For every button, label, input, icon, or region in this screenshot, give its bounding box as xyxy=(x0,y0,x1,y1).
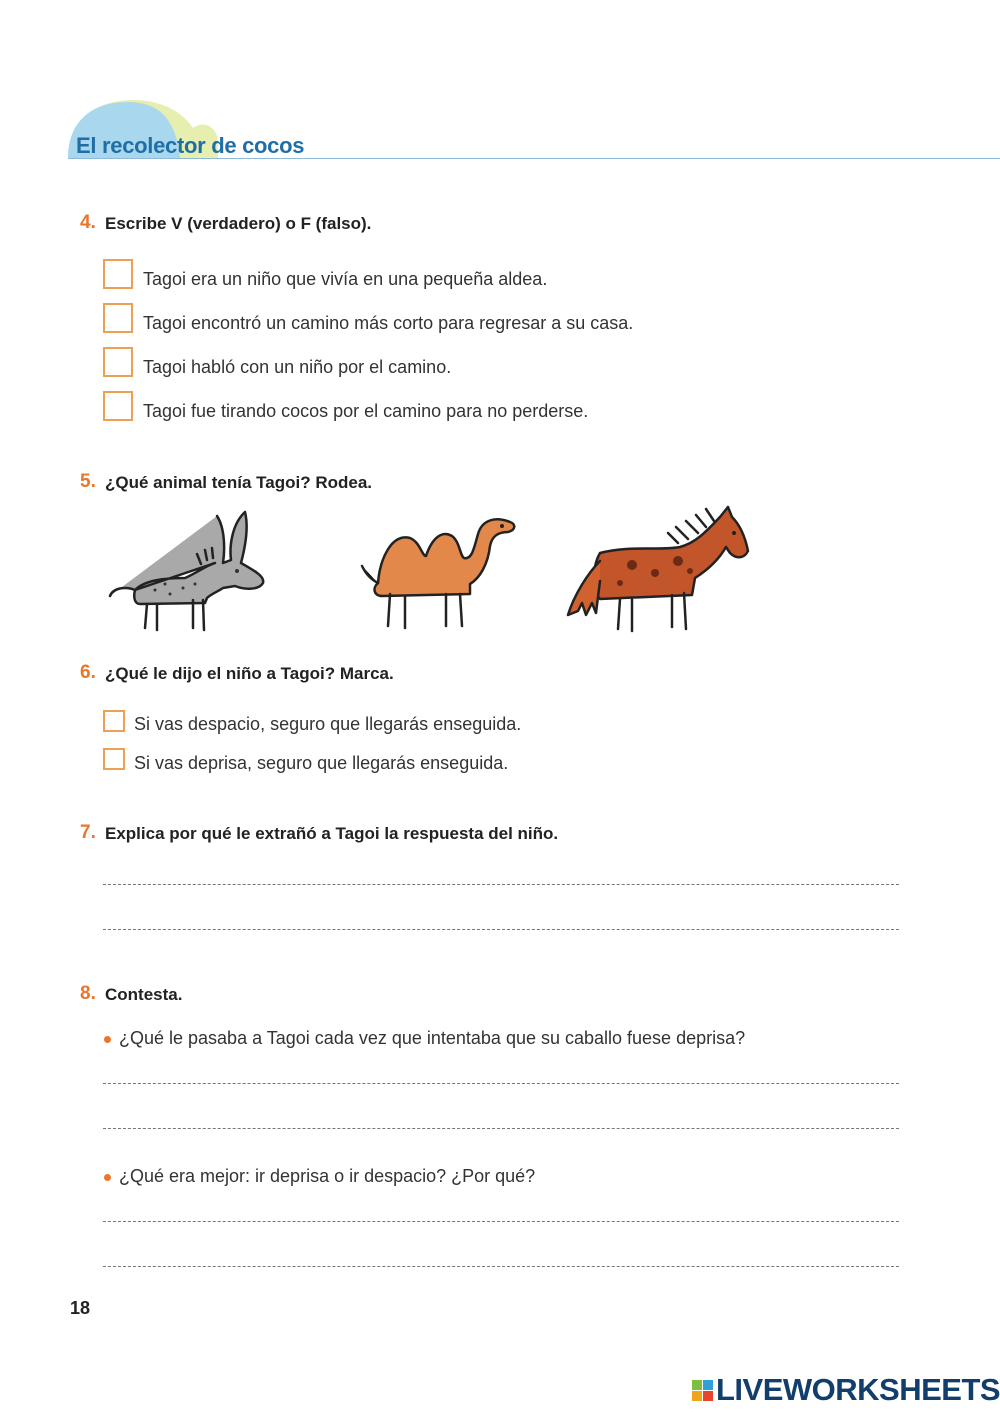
page-number: 18 xyxy=(70,1298,91,1318)
q6-check-box-2[interactable] xyxy=(103,748,125,770)
liveworksheets-logo xyxy=(692,1372,1000,1408)
q4-item-1: Tagoi era un niño que vivía en una pequeña aldea. xyxy=(143,269,548,289)
q6-number: 6. xyxy=(80,662,96,683)
logo-icon xyxy=(692,1380,713,1401)
q4-answer-box-2[interactable] xyxy=(103,303,133,333)
q8-item-2: ¿Qué era mejor: ir deprisa o ir despacio? ¿Por qué? xyxy=(119,1166,536,1186)
q4-prompt: Escribe V (verdadero) o F (falso). xyxy=(105,214,372,233)
camel-image[interactable] xyxy=(360,508,520,633)
q8-answer-line-3[interactable] xyxy=(103,1221,899,1222)
q7-answer-line-2[interactable] xyxy=(103,929,899,930)
q6-prompt: ¿Qué le dijo el niño a Tagoi? Marca. xyxy=(105,664,394,683)
donkey-image[interactable] xyxy=(105,508,275,633)
q8-answer-line-4[interactable] xyxy=(103,1266,899,1267)
q4-number: 4. xyxy=(80,212,96,233)
q8-item-1: ¿Qué le pasaba a Tagoi cada vez que intentaba que su caballo fuese deprisa? xyxy=(119,1028,746,1048)
horse-image[interactable] xyxy=(560,503,755,633)
q8-bullet-1 xyxy=(104,1036,111,1043)
q6-item-2: Si vas deprisa, seguro que llegarás enseguida. xyxy=(134,753,509,773)
q4-item-3: Tagoi habló con un niño por el camino. xyxy=(143,357,452,377)
q8-bullet-2 xyxy=(104,1174,111,1181)
q8-number: 8. xyxy=(80,983,96,1004)
q6-check-box-1[interactable] xyxy=(103,710,125,732)
q4-answer-box-3[interactable] xyxy=(103,347,133,377)
q7-answer-line-1[interactable] xyxy=(103,884,899,885)
logo-text: LIVEWORKSHEETS xyxy=(716,1372,1000,1407)
q7-prompt: Explica por qué le extrañó a Tagoi la respuesta del niño. xyxy=(105,824,559,843)
header-divider xyxy=(68,158,1000,159)
q8-answer-line-2[interactable] xyxy=(103,1128,899,1129)
q7-number: 7. xyxy=(80,822,96,843)
q5-prompt: ¿Qué animal tenía Tagoi? Rodea. xyxy=(105,473,373,492)
q4-answer-box-4[interactable] xyxy=(103,391,133,421)
q6-item-1: Si vas despacio, seguro que llegarás enseguida. xyxy=(134,714,522,734)
q4-item-2: Tagoi encontró un camino más corto para regresar a su casa. xyxy=(143,313,634,333)
worksheet-title: El recolector de cocos xyxy=(76,133,305,158)
q4-answer-box-1[interactable] xyxy=(103,259,133,289)
q8-prompt: Contesta. xyxy=(105,985,183,1004)
q5-number: 5. xyxy=(80,471,96,492)
q8-answer-line-1[interactable] xyxy=(103,1083,899,1084)
q4-item-4: Tagoi fue tirando cocos por el camino para no perderse. xyxy=(143,401,589,421)
